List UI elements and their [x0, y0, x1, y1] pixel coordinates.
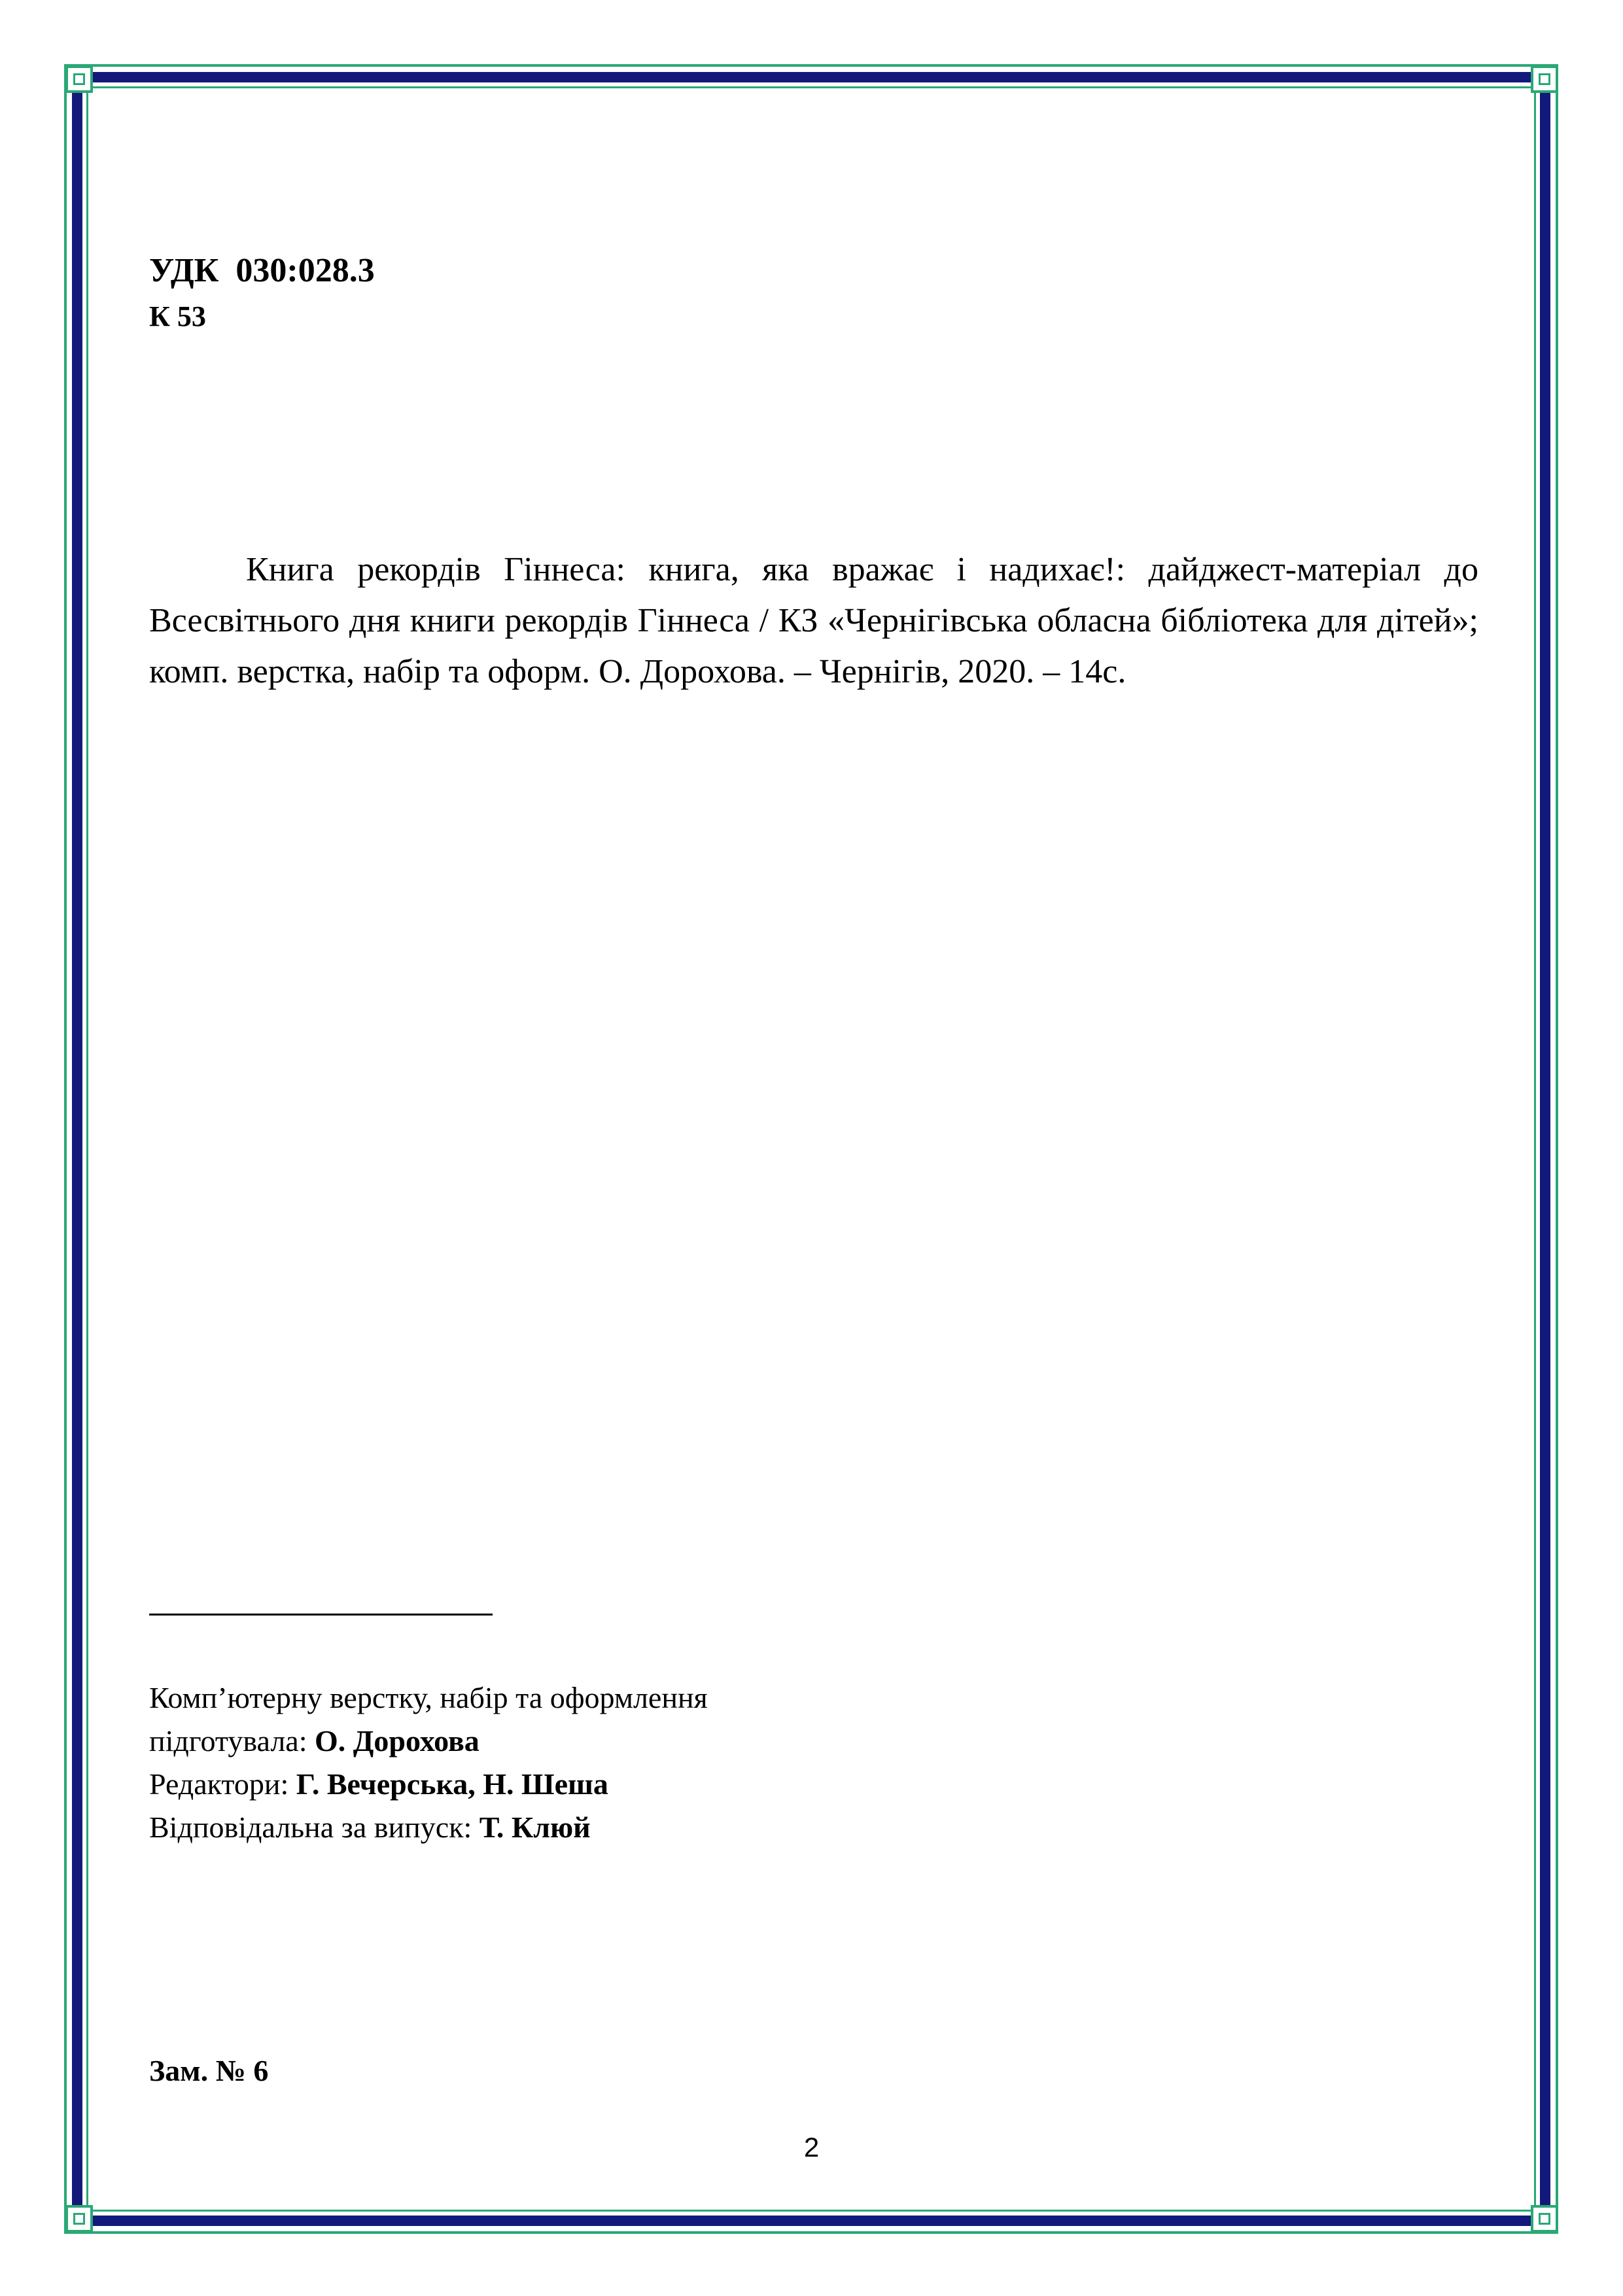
frame-corner-ornament: [65, 2205, 93, 2233]
credits-responsible: [149, 1806, 708, 1849]
credits-responsible-name: Т. Клюй: [479, 1810, 591, 1844]
page-frame-inner: [86, 86, 1536, 2212]
bibliographic-citation: Книга рекордів Гіннеса: книга, яка вражає і надихає!: дайджест-матеріал до Всесвітнього дня книги рекордів Гіннеса / КЗ «Чернігівська обласна бібліотека для дітей»; комп. верстка, набір та оформ. О. Дорохова. – Чернігів, 2020. – 14с.: [149, 551, 1478, 690]
udk-classification: УДК 030:028.3: [149, 252, 375, 289]
page-number: 2: [803, 2132, 820, 2163]
credits-layout-line: Комп’ютерну верстку, набір та оформлення: [149, 1681, 708, 1714]
footnote-divider: [149, 1614, 493, 1616]
credits-block: [149, 1676, 708, 1849]
frame-corner-ornament: [1531, 2205, 1558, 2233]
credits-prepared-label: підготувала:: [149, 1724, 315, 1757]
credits-prepared-name: О. Дорохова: [315, 1724, 480, 1757]
credits-editors-names: Г. Вечерська, Н. Шеша: [296, 1767, 608, 1801]
frame-corner-ornament: [1531, 65, 1558, 93]
credits-editors: [149, 1763, 708, 1806]
credits-prepared-by: [149, 1720, 708, 1763]
credits-editors-label: Редактори:: [149, 1767, 296, 1801]
credits-responsible-label: Відповідальна за випуск:: [149, 1810, 480, 1844]
frame-corner-ornament: [65, 65, 93, 93]
author-sign-code: К 53: [149, 300, 206, 332]
order-number: Зам. № 6: [149, 2054, 269, 2087]
